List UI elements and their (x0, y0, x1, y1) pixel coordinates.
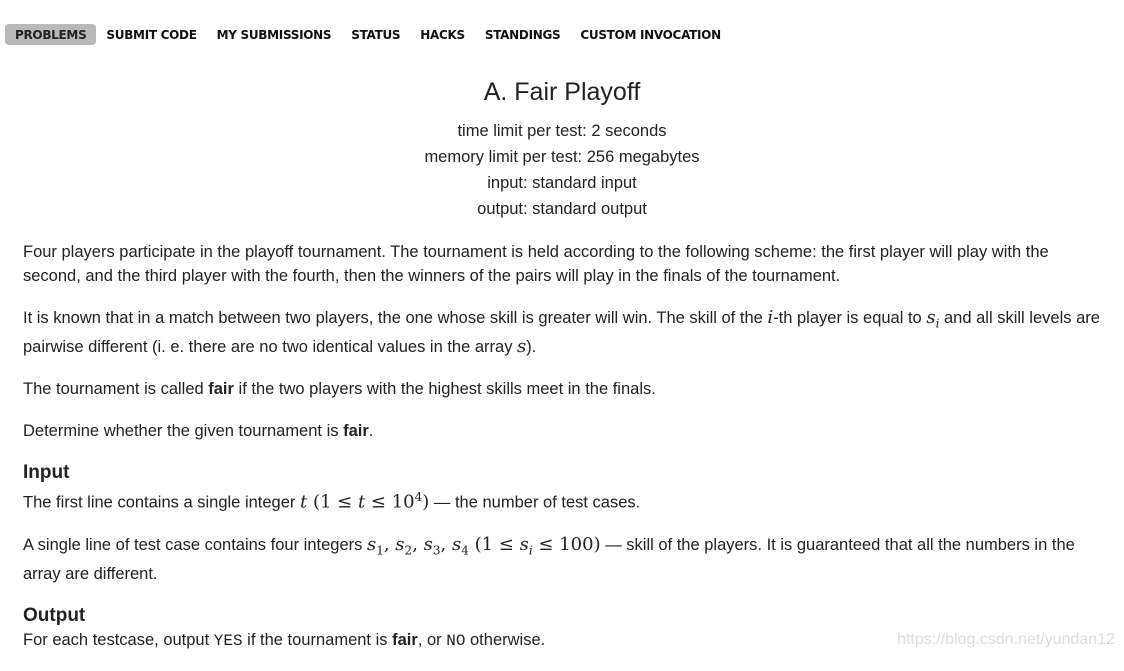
output-line-1: For each testcase, output YES if the tournament is fair, or NO otherwise. (23, 628, 1108, 653)
statement-paragraph-3: The tournament is called fair if the two players with the highest skills meet in the finals. (23, 377, 1108, 401)
tab-hacks[interactable]: HACKS (410, 24, 475, 45)
output-spec: output: standard output (0, 196, 1124, 222)
problem-statement (23, 240, 1108, 671)
problem-nav-tabs (5, 22, 731, 46)
tab-problems[interactable]: PROBLEMS (5, 24, 96, 45)
tab-custom-invocation[interactable]: CUSTOM INVOCATION (570, 24, 730, 45)
input-section-title: Input (23, 461, 1108, 485)
tab-submit-code[interactable]: SUBMIT CODE (96, 24, 206, 45)
time-limit: time limit per test: 2 seconds (0, 118, 1124, 144)
tab-standings[interactable]: STANDINGS (475, 24, 571, 45)
statement-paragraph-1: Four players participate in the playoff tournament. The tournament is held according to the following scheme: the first player will play with the second, and the third player with the fourth, then the winners of the pairs will play in the finals of the tournament. (23, 240, 1108, 288)
problem-title: A. Fair Playoff (0, 76, 1124, 108)
input-line-2: A single line of test case contains four integers $s_1$, $s_2$, $s_3$, $s_4$ $(1 \le s_i \le 100)$ — skill of the players. It is guaranteed that all the numbers in the array are different. (23, 533, 1108, 586)
memory-limit: memory limit per test: 256 megabytes (0, 144, 1124, 170)
input-spec: input: standard input (0, 170, 1124, 196)
input-line-1: The first line contains a single integer t $(1 \le t \le 10^4)$ — the number of test cases. (23, 485, 1108, 515)
statement-paragraph-2: It is known that in a match between two players, the one whose skill is greater will win. The skill of the i-th player is equal to $s_i$ and all skill levels are pairwise different (i. e. there are no two identical values in the array s). (23, 306, 1108, 359)
statement-paragraph-4: Determine whether the given tournament is fair. (23, 419, 1108, 443)
problem-header (0, 76, 1124, 222)
tab-my-submissions[interactable]: MY SUBMISSIONS (207, 24, 342, 45)
watermark: https://blog.csdn.net/yundan12 (897, 631, 1115, 649)
output-section-title: Output (23, 604, 1108, 628)
tab-status[interactable]: STATUS (341, 24, 410, 45)
